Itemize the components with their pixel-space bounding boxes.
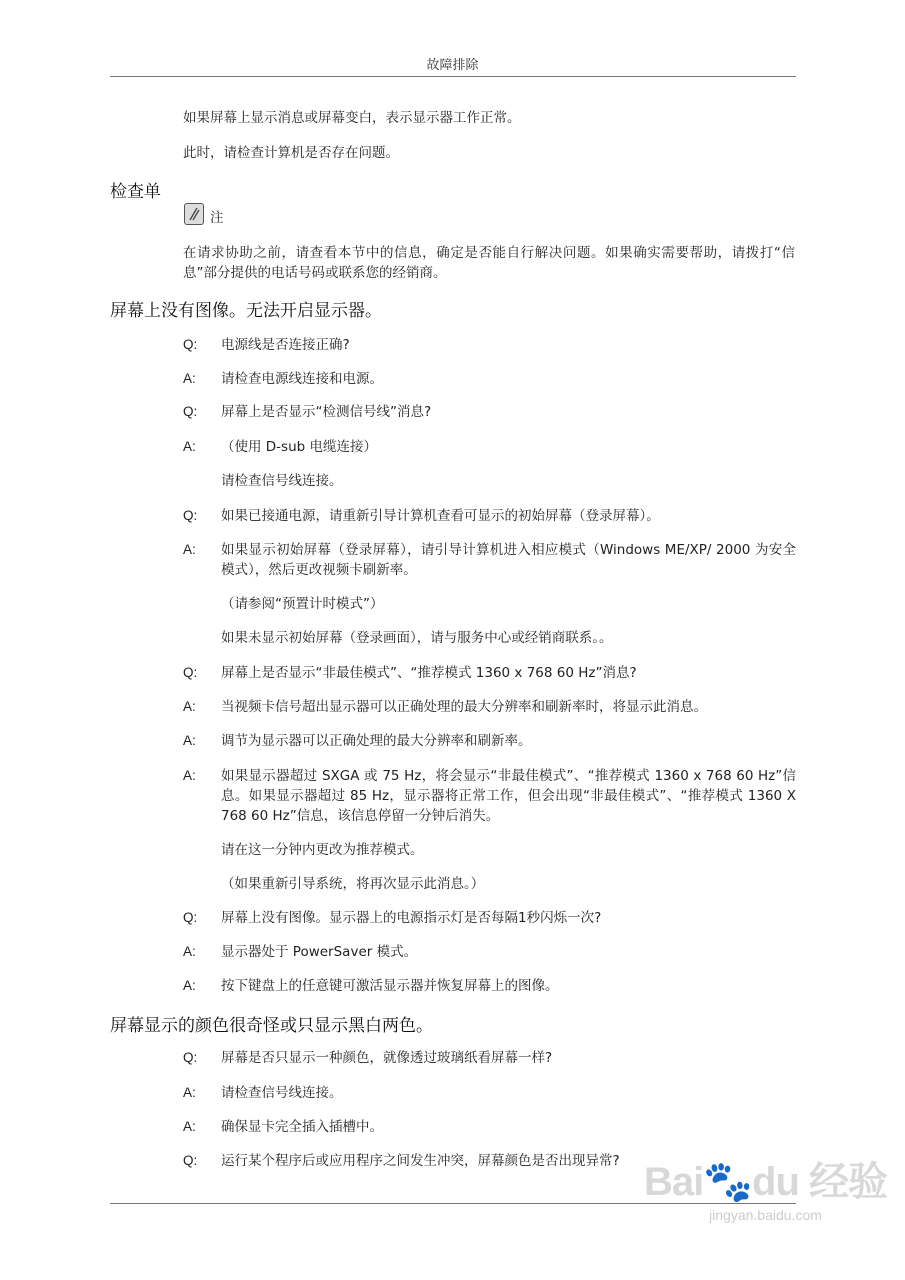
intro-paragraph: 如果屏幕上显示消息或屏幕变白，表示显示器工作正常。 <box>183 110 521 126</box>
section-heading-color: 屏幕显示的颜色很奇怪或只显示黑白两色。 <box>110 1016 433 1036</box>
answer-text: 请检查电源线连接和电源。 <box>221 371 383 387</box>
header-rule <box>110 76 796 77</box>
answer-label: A: <box>183 439 196 454</box>
baidu-watermark: Bai🐾du 经验 jingyan.baidu.com <box>643 1160 887 1223</box>
question-text: 电源线是否连接正确? <box>221 337 350 353</box>
answer-text: 调节为显示器可以正确处理的最大分辨率和刷新率。 <box>221 733 532 749</box>
question-label: Q: <box>183 1050 198 1065</box>
answer-text: 请检查信号线连接。 <box>221 473 343 489</box>
question-text: 屏幕上是否显示“检测信号线”消息? <box>221 404 432 420</box>
note-label: 注 <box>210 210 224 226</box>
answer-label: A: <box>183 371 196 386</box>
answer-text: 确保显卡完全插入插槽中。 <box>221 1119 383 1135</box>
question-text: 运行某个程序后或应用程序之间发生冲突，屏幕颜色是否出现异常? <box>221 1153 620 1169</box>
note-icon <box>184 203 204 225</box>
answer-text: 显示器处于 PowerSaver 模式。 <box>221 944 418 960</box>
answer-text: 按下键盘上的任意键可激活显示器并恢复屏幕上的图像。 <box>221 978 559 994</box>
answer-text: （如果重新引导系统，将再次显示此消息。） <box>221 876 485 892</box>
answer-text: （使用 D-sub 电缆连接） <box>221 439 378 455</box>
answer-text: 如果显示初始屏幕（登录屏幕），请引导计算机进入相应模式（Windows ME/XP/ 2000 为安全模式），然后更改视频卡刷新率。 <box>221 542 796 578</box>
answer-text: （请参阅“预置计时模式”） <box>221 596 384 612</box>
answer-label: A: <box>183 944 196 959</box>
answer-text: 如果未显示初始屏幕（登录画面），请与服务中心或经销商联系。。 <box>221 630 613 646</box>
question-label: Q: <box>183 508 198 523</box>
section-heading-no-image: 屏幕上没有图像。无法开启显示器。 <box>110 301 382 321</box>
question-label: Q: <box>183 1153 198 1168</box>
page-header: 故障排除 <box>426 58 479 73</box>
question-label: Q: <box>183 665 198 680</box>
answer-label: A: <box>183 1119 196 1134</box>
question-text: 屏幕上没有图像。显示器上的电源指示灯是否每隔1秒闪烁一次? <box>221 910 602 926</box>
answer-text: 当视频卡信号超出显示器可以正确处理的最大分辨率和刷新率时，将显示此消息。 <box>221 699 707 715</box>
question-text: 如果已接通电源，请重新引导计算机查看可显示的初始屏幕（登录屏幕）。 <box>221 508 660 524</box>
answer-text: 如果显示器超过 SXGA 或 75 Hz，将会显示“非最佳模式”、“推荐模式 1360 x 768 60 Hz”信息。如果显示器超过 85 Hz，显示器将正常工作，但会出现“非最佳模式”、“推荐模式 1360 X 768 60 Hz”信息，该信息停留一分钟后消失。 <box>221 768 796 824</box>
question-label: Q: <box>183 337 198 352</box>
note-text: 在请求协助之前，请查看本节中的信息，确定是否能自行解决问题。如果确实需要帮助，请拨打“信息”部分提供的电话号码或联系您的经销商。 <box>183 245 795 281</box>
question-label: Q: <box>183 910 198 925</box>
section-heading-checklist: 检查单 <box>110 182 161 202</box>
answer-text: 请检查信号线连接。 <box>221 1085 343 1101</box>
question-text: 屏幕是否只显示一种颜色，就像透过玻璃纸看屏幕一样? <box>221 1050 553 1066</box>
question-text: 屏幕上是否显示“非最佳模式”、“推荐模式 1360 x 768 60 Hz”消息? <box>221 665 637 681</box>
answer-label: A: <box>183 768 196 783</box>
answer-label: A: <box>183 733 196 748</box>
answer-text: 请在这一分钟内更改为推荐模式。 <box>221 842 424 858</box>
answer-label: A: <box>183 699 196 714</box>
answer-label: A: <box>183 542 196 557</box>
intro-paragraph: 此时，请检查计算机是否存在问题。 <box>183 145 399 161</box>
answer-label: A: <box>183 1085 196 1100</box>
question-label: Q: <box>183 404 198 419</box>
answer-label: A: <box>183 978 196 993</box>
